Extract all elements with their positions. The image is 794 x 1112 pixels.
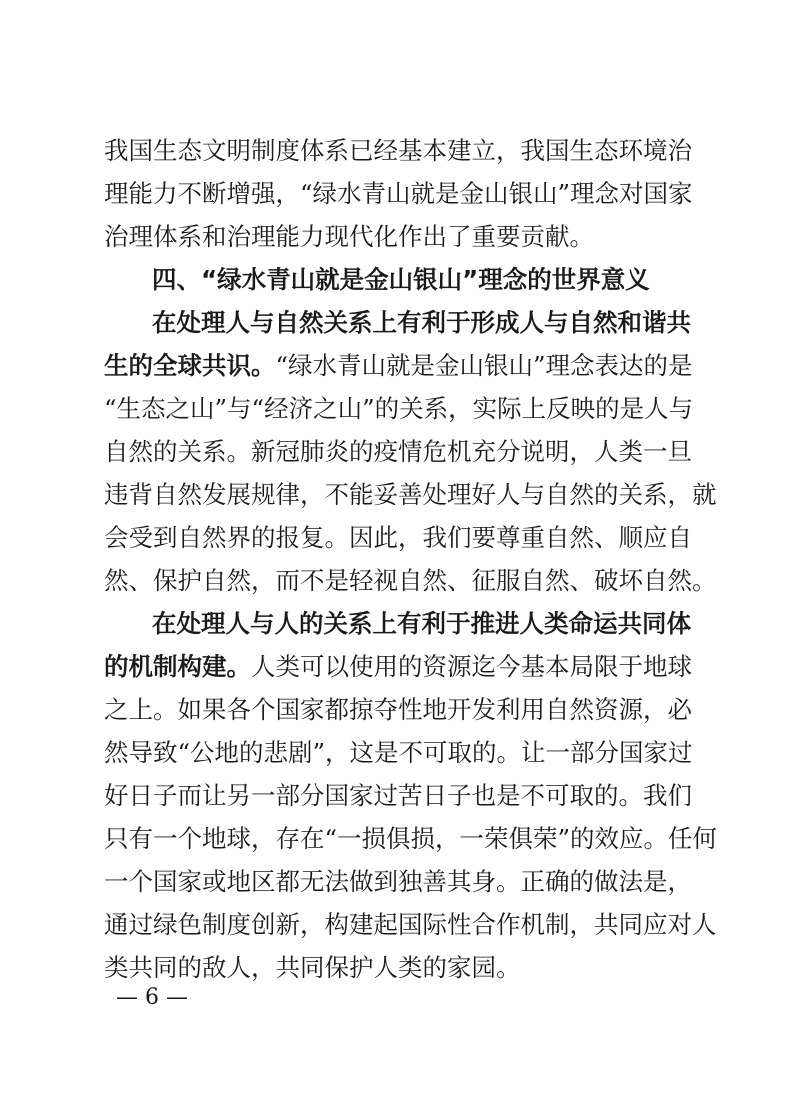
body-line	[104, 648, 690, 686]
body-line: “生态之山”与“经济之山”的关系，实际上反映的是人与	[104, 394, 694, 423]
body-line: 理能力不断增强，“绿水青山就是金山银山”理念对国家	[104, 179, 693, 208]
body-text: 人类可以使用的资源迄今基本局限于地球	[251, 652, 692, 681]
body-text: “绿水青山就是金山银山”理念表达的是	[275, 351, 693, 380]
body-line	[104, 347, 693, 385]
paragraph-lead-bold: 在处理人与人的关系上有利于推进人类命运共同体	[152, 609, 691, 638]
body-line: 我国生态文明制度体系已经基本建立，我国生态环境治	[104, 136, 692, 165]
body-line: 治理体系和治理能力现代化作出了重要贡献。	[104, 222, 594, 251]
paragraph-lead-bold: 的机制构建。	[104, 652, 251, 681]
body-line: 自然的关系。新冠肺炎的疫情危机充分说明，人类一旦	[104, 437, 692, 466]
body-line: 会受到自然界的报复。因此，我们要尊重自然、顺应自	[104, 523, 692, 552]
body-line: 之上。如果各个国家都掠夺性地开发利用自然资源，必	[104, 695, 692, 724]
body-line: 违背自然发展规律，不能妥善处理好人与自然的关系，就	[104, 480, 717, 509]
body-line: 一个国家或地区都无法做到独善其身。正确的做法是，	[104, 867, 692, 896]
body-line: 好日子而让另一部分国家过苦日子也是不可取的。我们	[104, 781, 692, 810]
section-heading: 四、“绿水青山就是金山银山”理念的世界意义	[152, 265, 650, 294]
body-line: 然导致“公地的悲剧”，这是不可取的。让一部分国家过	[104, 738, 693, 767]
page-number: — 6 —	[116, 985, 188, 1010]
paragraph-lead-bold: 在处理人与自然关系上有利于形成人与自然和谐共	[152, 308, 691, 337]
body-line: 类共同的敌人，共同保护人类的家园。	[104, 953, 521, 982]
body-line: 然、保护自然，而不是轻视自然、征服自然、破坏自然。	[104, 566, 717, 595]
paragraph-lead-bold: 生的全球共识。	[104, 351, 276, 380]
body-line: 通过绿色制度创新，构建起国际性合作机制，共同应对人	[104, 910, 717, 939]
body-line: 只有一个地球，存在“一损俱损，一荣俱荣”的效应。任何	[104, 824, 718, 853]
